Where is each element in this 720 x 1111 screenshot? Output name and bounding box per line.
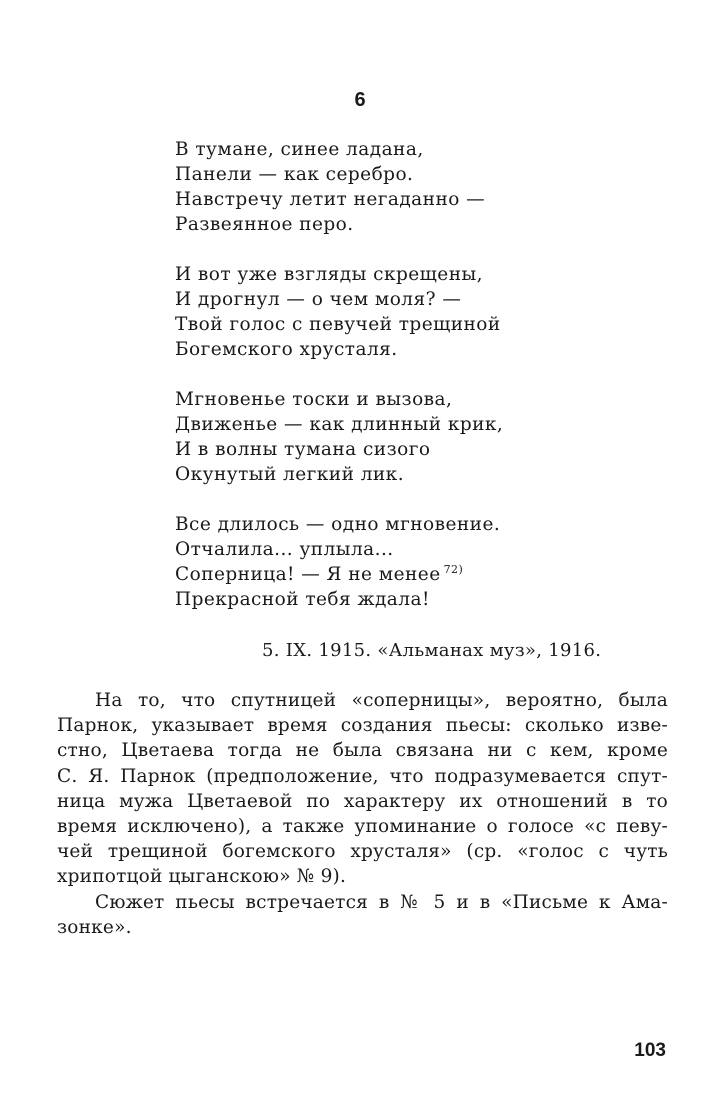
poem-line: Окунутый легкий лик.: [175, 464, 405, 485]
poem-line: Панели — как серебро.: [175, 164, 414, 185]
commentary-line: чей трещиной богемского хрусталя» (ср. «голос с чуть: [57, 841, 668, 863]
poem-line: В тумане, синее ладана,: [175, 139, 424, 160]
poem-line-with-footnote: [175, 562, 503, 587]
poem-stanza-2: [175, 262, 503, 362]
commentary-line: На то, что спутницей «соперницы», вероятно, была: [95, 690, 668, 711]
poem-line: Развеянное перо.: [175, 214, 354, 235]
commentary: [57, 688, 668, 940]
poem-line: Движенье — как длинный крик,: [175, 414, 504, 435]
commentary-line: хрипотцой цыганскою» № 9).: [57, 866, 347, 888]
commentary-line: время исключено), а также упоминание о голосе «с певу-: [57, 816, 668, 838]
poem-line: Мгновенье тоски и вызова,: [175, 389, 453, 410]
commentary-line: С. Я. Парнок (предположение, что подразумевается спут-: [57, 765, 668, 787]
poem-stanza-4: [175, 512, 503, 612]
poem-line: И вот уже взгляды скрещены,: [175, 264, 483, 285]
commentary-line: Сюжет пьесы встречается в № 5 и в «Письме к Ама-: [95, 891, 668, 913]
poem-dateline: 5. IX. 1915. «Альманах муз», 1916.: [262, 640, 602, 661]
poem-line: Все длилось — одно мгновение.: [175, 514, 501, 535]
poem-line: Твой голос с певучей трещиной: [175, 314, 501, 335]
footnote-marker[interactable]: 72): [443, 563, 464, 576]
poem-line: И дрогнул — о чем моля? —: [175, 289, 462, 310]
commentary-line: зонке».: [57, 916, 132, 938]
section-number: 6: [354, 89, 366, 111]
poem-line: Отчалила... уплыла...: [175, 539, 394, 560]
commentary-line: стно, Цветаева тогда не была связана ни с кем, кроме: [57, 740, 668, 762]
page-number: 103: [634, 1040, 666, 1061]
poem-line: Навстречу летит негаданно —: [175, 189, 486, 210]
poem-line-text: Соперница! — Я не менее: [175, 564, 441, 585]
poem-line: Богемского хрусталя.: [175, 339, 398, 360]
poem-stanza-1: [175, 137, 503, 237]
poem-line: И в волны тумана сизого: [175, 439, 431, 460]
poem-line: Прекрасной тебя ждала!: [175, 589, 430, 610]
poem-stanza-3: [175, 387, 503, 487]
commentary-line: ница мужа Цветаевой по характеру их отношений в то: [57, 790, 668, 812]
poem: [175, 137, 503, 637]
commentary-line: Парнок, указывает время создания пьесы: сколько изве-: [57, 715, 668, 737]
